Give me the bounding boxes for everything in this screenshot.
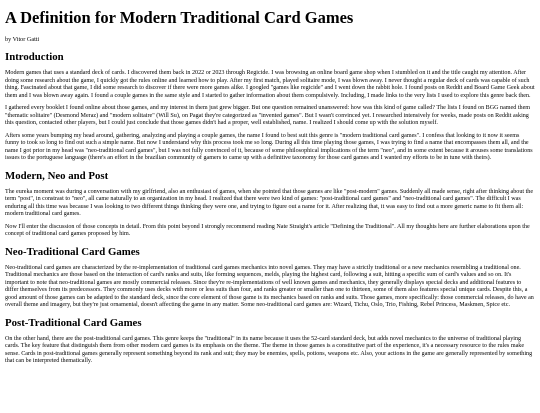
section-heading: Modern, Neo and Post — [5, 169, 109, 182]
paragraph: The eureka moment was during a conversation with my girlfriend, also an enthusiast of games, when she pointed that those games are like "post-modern" games. Suddenly all made sense, right after thinking about the term "post", in constrast to "neo", all came naturally to an organization in my head. I realized that there were two kind of games: "post-traditional card games" and "neo-traditional card games". The difficult I was enduring all this time was because I was looking to two different things thinking they were one, and trying to figure out a name for it. After realizing that, it was easy to find out a more generic name to fit them all: modern traditional card games. — [5, 188, 534, 217]
section-heading: Neo-Traditional Card Games — [5, 245, 140, 258]
article — [0, 8, 540, 366]
paragraph: I gathered every booklet I found online about those games, and my interest in them just grew bigger. But one question remained unanswered: how was this kind of game called? The lists I found on BGG named them "thematic solitaire" (Desmond Meraz) and "modern solitaire" (Will Su), on Pagat they're categorized as "invented games". But I wasn't convinced yet. I researched intensively for weeks, made posts on Reddit asking this question, contacted other players, but I could just conclude that those games didn't had a proper, well established, name. I realized I should come up with the solution myself. — [5, 105, 531, 126]
paragraph: Modern games that uses a standard deck of cards. I discovered them back in 2022 or 2023 through Regicide. I was browsing an online board game shop when I stumbled on it and the title caught my attention. After doing some research about the game, I quickly got the rules online and learned how to play. After my first match, played solitaire mode, I was blown away. I never thought a regular deck of cards was capable of such thing. Fascinated about that game, I did some research to discover if there were more games alike. I googled "games like regicide" and I went down the rabbit hole. I found posts on Reddit and Board Game Geek about them and I was blown away again. I found a couple games in the same style and I started to gather information about them compulsively. Including, I made links to the very lists I used to explore this genre back then. — [5, 70, 535, 99]
section-heading: Introduction — [5, 51, 64, 63]
section-modern-neo-post — [5, 170, 535, 239]
section-introduction — [5, 51, 535, 163]
paragraph: Now I'll enter the discussion of those concepts in detail. From this point beyond I strongly recommend reading Nate Straight's article "Defining the Traditional". All my thoughts here are further elaborations upon the concept of traditional card games proposed by him. — [5, 223, 530, 237]
page-title: A Definition for Modern Traditional Card Games — [5, 8, 354, 27]
paragraph: Neo-traditional card games are characterized by the re-implementation of traditional card games mechanics into novel games. They may have a strictly traditional or a new mechanics resembling a traditional one. Traditional mechanics are those based on the interaction of card's ranks and suits, like forming sequences, melds, playing the highest card, following a suit, hitting a specific sum of card's values and so on. It's important to note that neo-traditional games are mostly commercial releases. Since they're re-implementations of well known games and mechanics, they generally displays special decks and additional features to differ themselves from its predecessors. They commonly uses decks with more or less suits than four, and ranks greater or smaller than one to thirteen, some of them also features special unique cards. Despite this, a good amount of those games can be adapted to the standard deck, since the core element of those game is its mechanics based on ranks and suits. Those games, more specifically: those commercial releases, do have an overall theme and imagery, but they're just ornamental, doesn't affecting the game in any matter. Some neo-traditional card games are: Wizard, Tichu, Oslo, Trio, Fishing, Rebel Princess, Maskmen, Spice etc. — [5, 264, 534, 308]
paragraph: Afters some years bumping my head around, gathering, analyzing and playing a couple games, the name I found to best suit this genre is "modern traditional card games". I confess that looking to it now it seems funny to took so long to find out such a simple name. But now I understand why this process took me so long. During all this time playing those games, I was trying to find a name that encompasses them all, and the name I got prior in my head was "neo-traditional card games", but I was not fully convinced of it, because of some philosophical implications of the term "neo", and in some extent because it arouses some translations issues to the portuguese language (there's an effort in the brazilian community of gamers to came up with a definitive taxonomy for those card games and I wanted my efforts to be in tune with theirs). — [5, 132, 533, 161]
byline: by Vitor Gatti — [5, 36, 40, 43]
section-neo-traditional — [5, 246, 535, 310]
section-heading: Post-Traditional Card Games — [5, 316, 142, 329]
section-post-traditional — [5, 317, 535, 366]
paragraph: On the other hand, there are the post-traditional card games. This genre keeps the "traditional" in its name because it uses the 52-card standard deck, but adds novel mechanics to the universe of traditional playing cards. The key feature that distinguish them from other modern card games is its emphasis on the theme. The theme in those games is a constitutive part of the experience, it's a necessary resource to the rules make sense. Cards in post-traditional games generally represent something beyond its rank and suit; they may be enemies, spells, potions, weapons etc. Also, your actions in the game are generally represented by something that can be interpreted thematically. — [5, 335, 533, 364]
